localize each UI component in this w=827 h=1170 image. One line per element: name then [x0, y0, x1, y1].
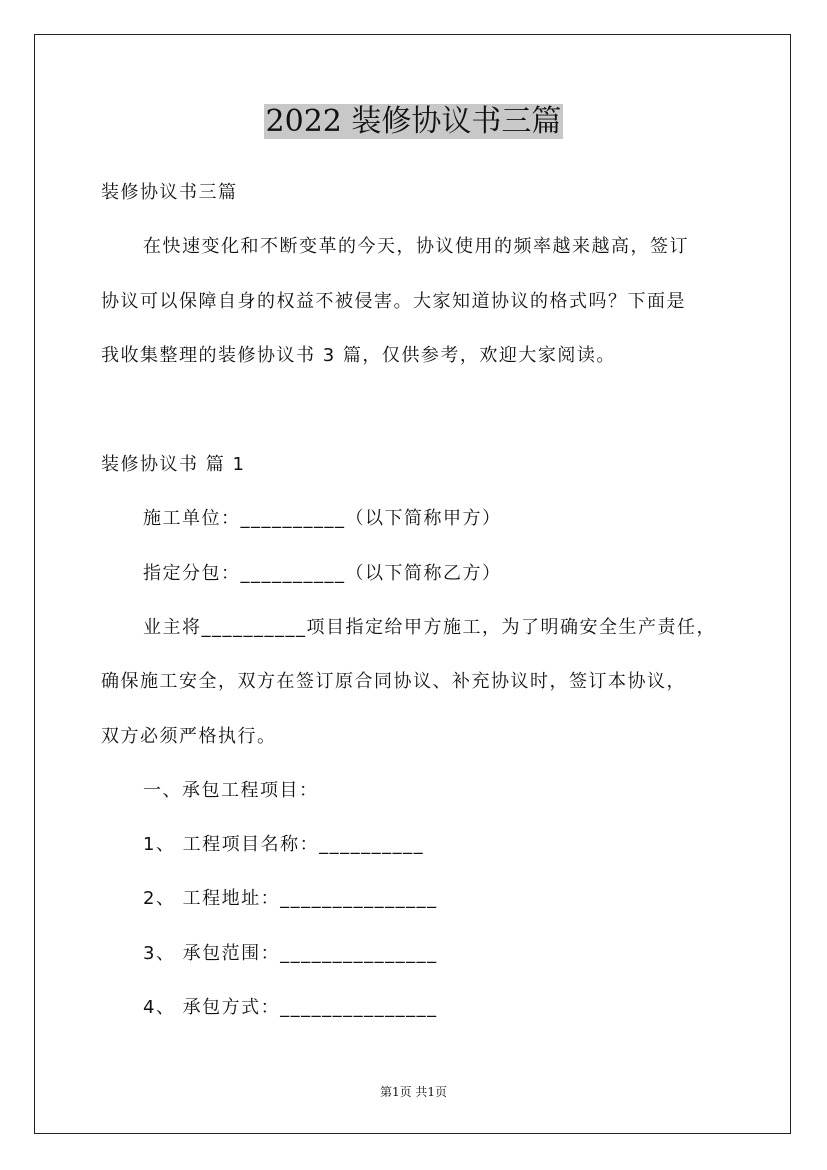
- page-footer: 第1页 共1页: [379, 1085, 448, 1099]
- intro-line-2: 协议可以保障自身的权益不被侵害。大家知道协议的格式吗？下面是: [101, 291, 686, 312]
- body-line-1: 业主将__________项目指定给甲方施工，为了明确安全生产责任，: [143, 617, 716, 638]
- body-line-3: 双方必须严格执行。: [101, 726, 277, 747]
- clause-heading: 一、承包工程项目：: [143, 780, 319, 801]
- party-b-line: 指定分包：__________（以下简称乙方）: [143, 563, 502, 584]
- body-line-2: 确保施工安全，双方在签订原合同协议、补充协议时，签订本协议，: [101, 671, 686, 692]
- clause-item-3: 3、 承包范围：_______________: [143, 943, 438, 964]
- clause-item-4: 4、 承包方式：_______________: [143, 997, 438, 1018]
- intro-line-3: 我收集整理的装修协议书 3 篇，仅供参考，欢迎大家阅读。: [101, 345, 616, 366]
- document-title-text: 2022 装修协议书三篇: [265, 104, 562, 139]
- clause-item-2: 2、 工程地址：_______________: [143, 888, 438, 909]
- document-subtitle: 装修协议书三篇: [101, 182, 238, 203]
- section-heading: 装修协议书 篇 1: [101, 454, 246, 475]
- document-title: [0, 100, 827, 144]
- clause-item-1: 1、 工程项目名称：__________: [143, 834, 425, 855]
- intro-line-1: 在快速变化和不断变革的今天，协议使用的频率越来越高，签订: [143, 236, 689, 257]
- party-a-line: 施工单位：__________（以下简称甲方）: [143, 508, 502, 529]
